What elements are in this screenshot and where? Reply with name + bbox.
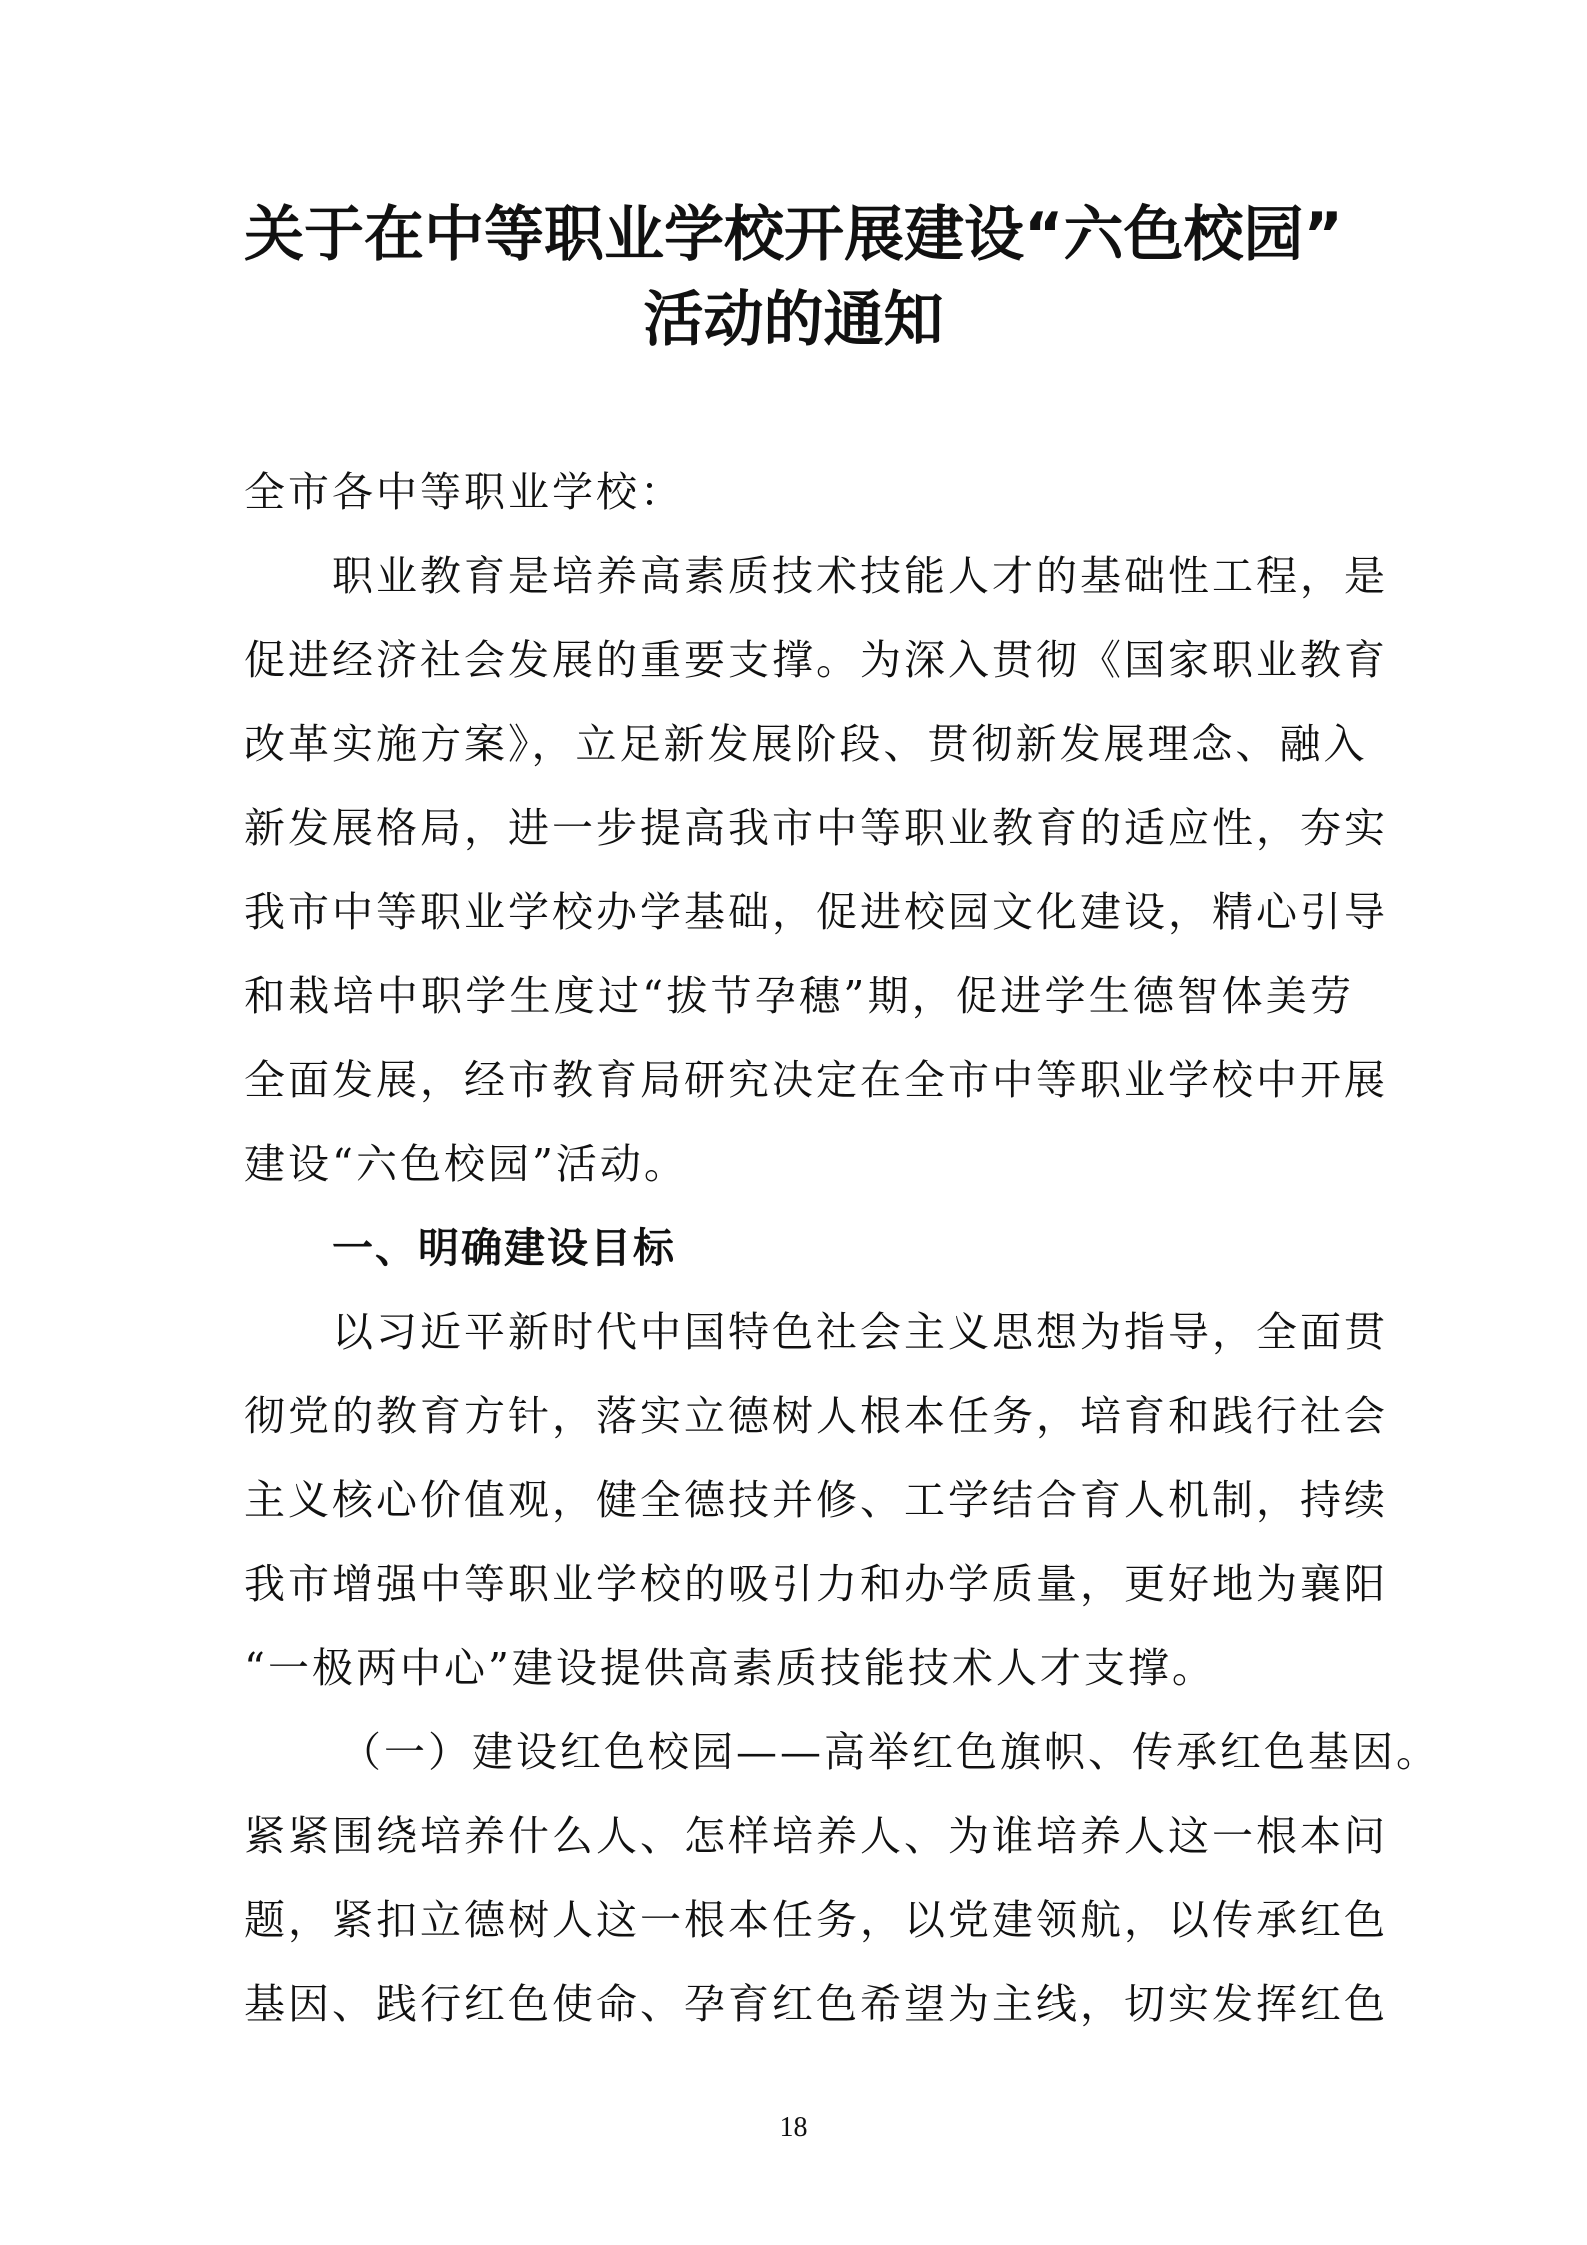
paragraph-line: 促进经济社会发展的重要支撑。为深入贯彻《国家职业教育: [244, 636, 1388, 684]
document-title-line-1: 关于在中等职业学校开展建设“六色校园”: [244, 200, 1343, 270]
salutation: 全市各中等职业学校：: [244, 468, 684, 516]
page-number: 18: [779, 2112, 808, 2143]
paragraph-line: 主义核心价值观，健全德技并修、工学结合育人机制，持续: [244, 1476, 1388, 1524]
paragraph-line: 基因、践行红色使命、孕育红色希望为主线，切实发挥红色: [244, 1980, 1388, 2028]
paragraph-line: 建设“六色校园”活动。: [244, 1140, 688, 1188]
paragraph-line: 职业教育是培养高素质技术技能人才的基础性工程，是: [332, 552, 1388, 600]
paragraph-line: 紧紧围绕培养什么人、怎样培养人、为谁培养人这一根本问: [244, 1812, 1388, 1860]
paragraph-line: 题，紧扣立德树人这一根本任务，以党建领航，以传承红色: [244, 1896, 1388, 1944]
paragraph-line: 改革实施方案》，立足新发展阶段、贯彻新发展理念、融入: [244, 720, 1368, 768]
paragraph-line: 全面发展，经市教育局研究决定在全市中等职业学校中开展: [244, 1056, 1388, 1104]
section-heading: 一、明确建设目标: [332, 1224, 676, 1272]
paragraph-line: 新发展格局，进一步提高我市中等职业教育的适应性，夯实: [244, 804, 1388, 852]
paragraph-line: 我市中等职业学校办学基础，促进校园文化建设，精心引导: [244, 888, 1388, 936]
document-body: [244, 450, 1440, 2046]
subsection-line: （一）建设红色校园——高举红色旗帜、传承红色基因。: [340, 1728, 1440, 1776]
paragraph-line: 我市增强中等职业学校的吸引力和办学质量，更好地为襄阳: [244, 1560, 1388, 1608]
paragraph-line: 彻党的教育方针，落实立德树人根本任务，培育和践行社会: [244, 1392, 1388, 1440]
paragraph-line: 和栽培中职学生度过“拔节孕穗”期，促进学生德智体美劳: [244, 972, 1354, 1020]
document-title-line-2: 活动的通知: [643, 285, 944, 355]
paragraph-line: 以习近平新时代中国特色社会主义思想为指导，全面贯: [332, 1308, 1388, 1356]
paragraph-line: “一极两中心”建设提供高素质技能技术人才支撑。: [244, 1644, 1216, 1692]
